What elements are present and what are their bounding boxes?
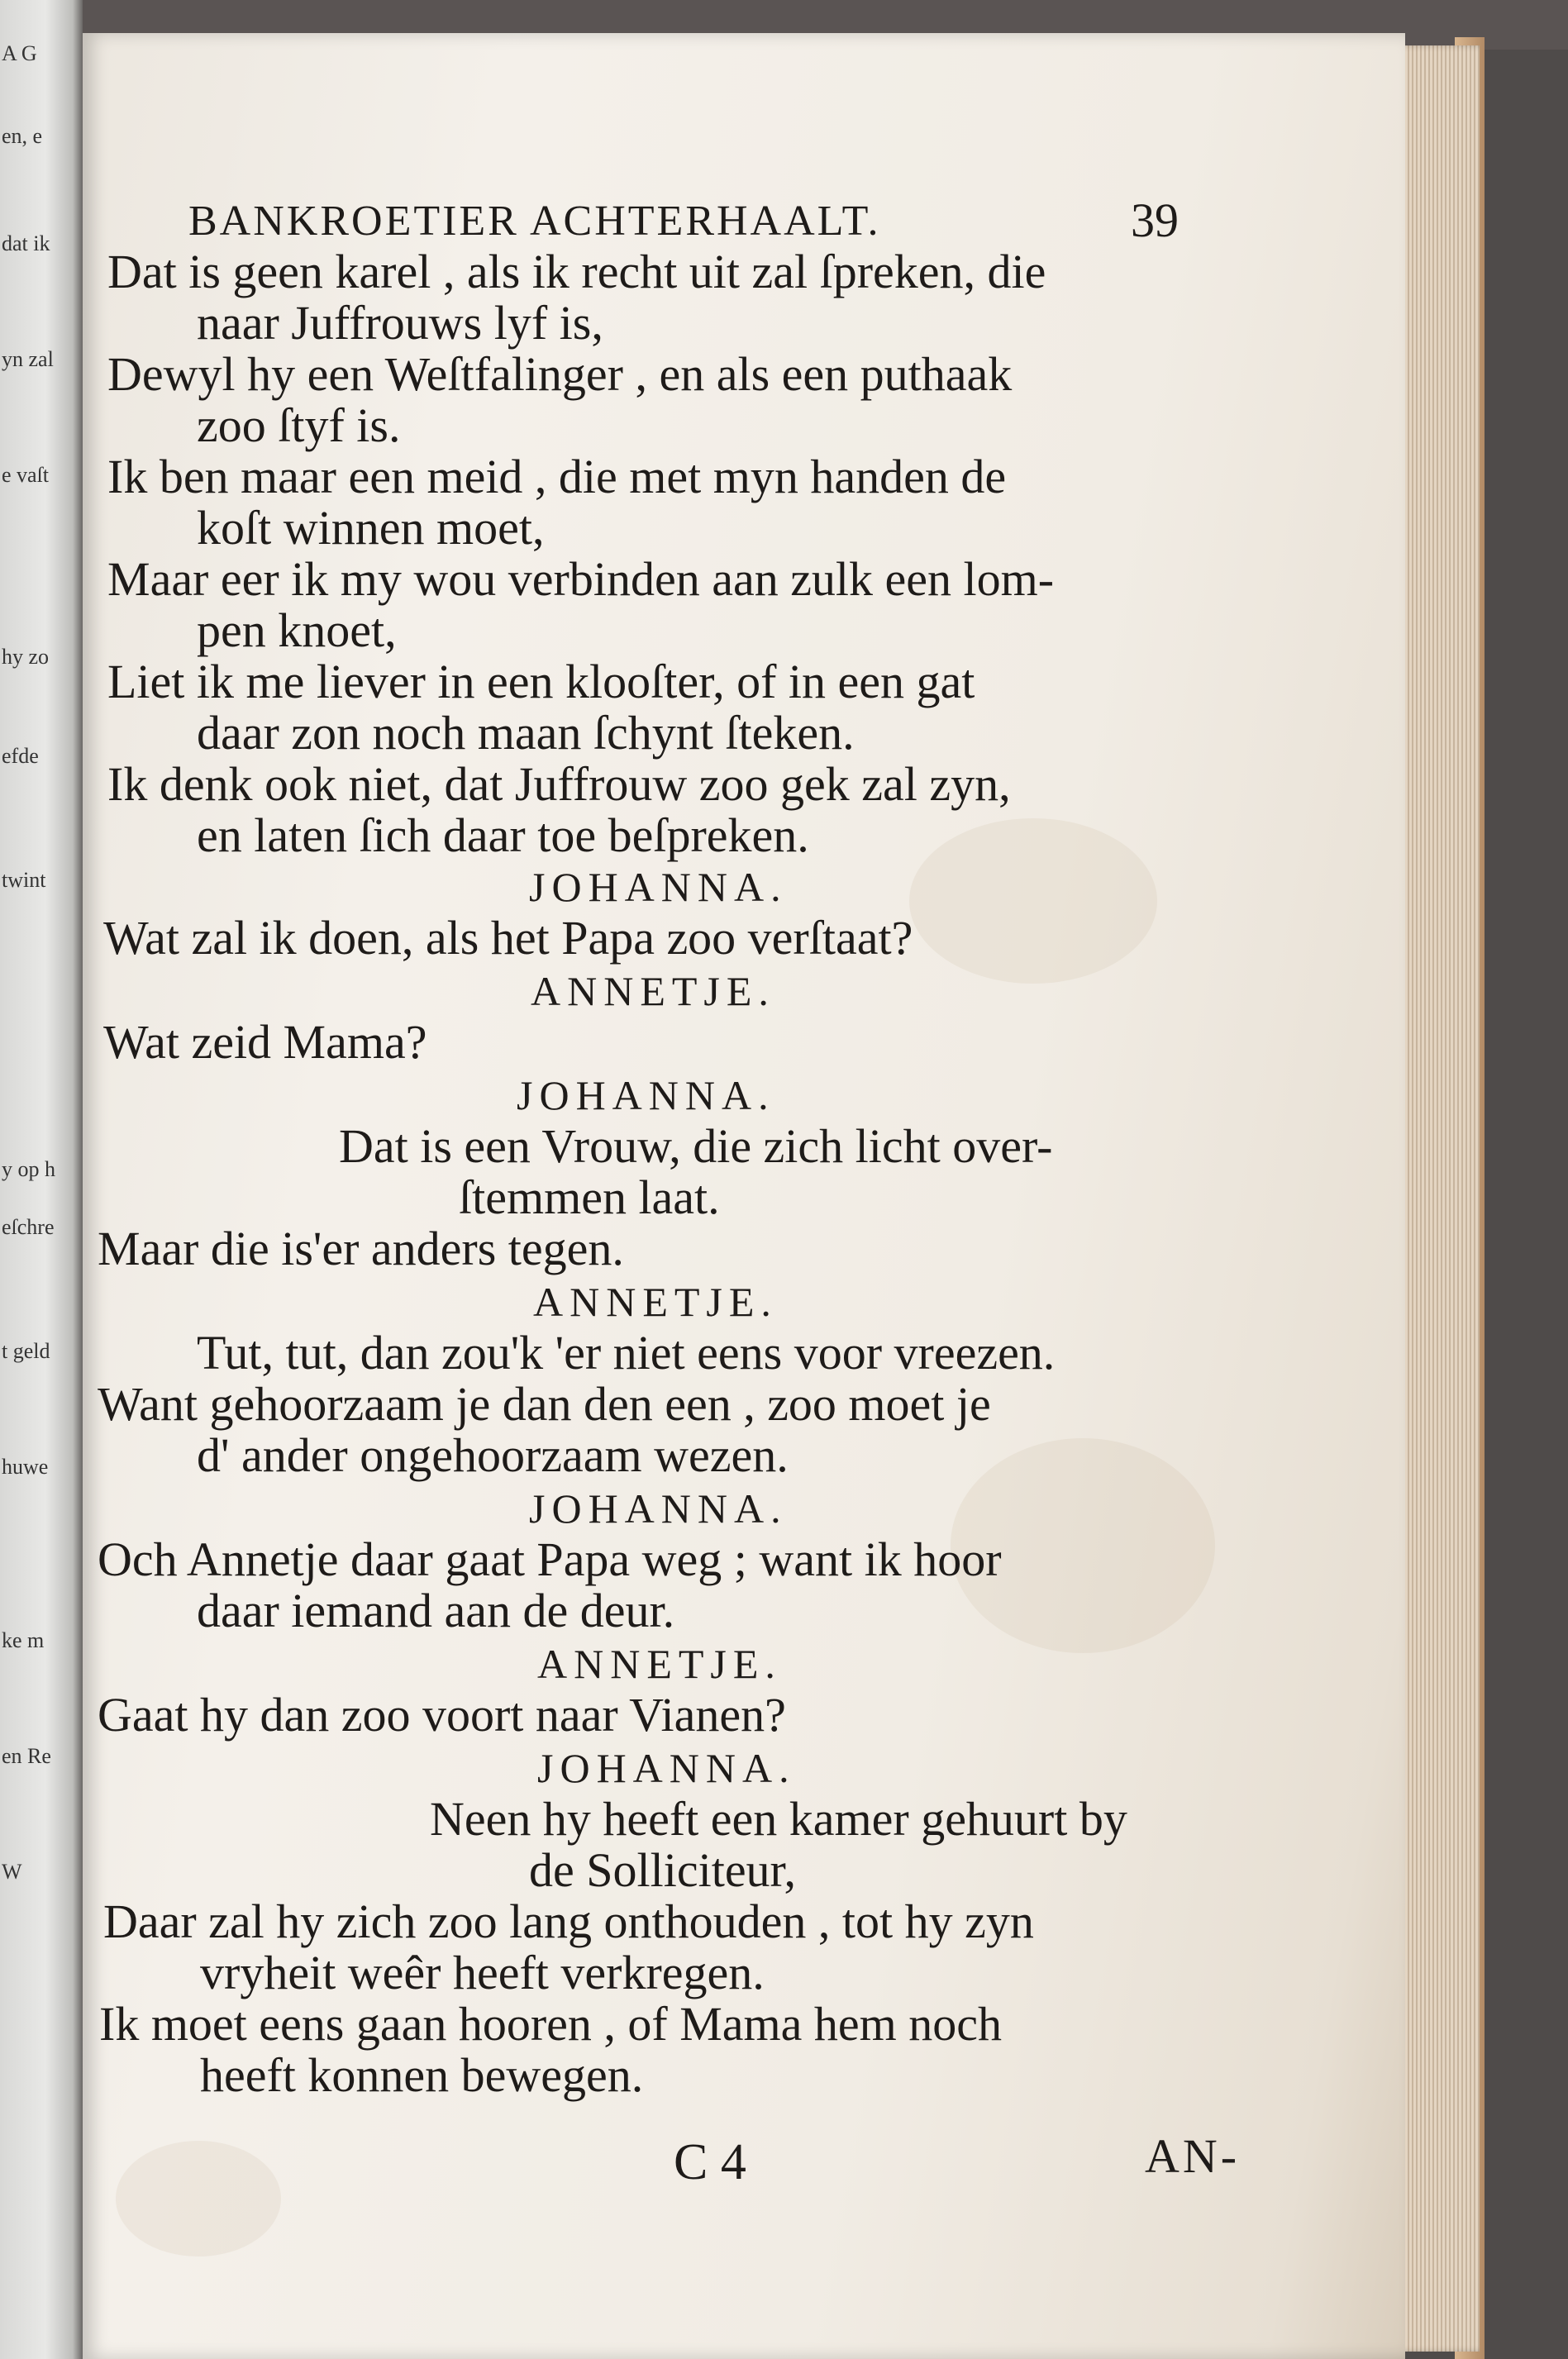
text-line: Ik ben maar een meid , die met myn handen de bbox=[107, 450, 1007, 503]
previous-page-fragment: t geld bbox=[2, 1339, 50, 1363]
text-line: zoo ſtyf is. bbox=[197, 398, 401, 452]
text-line: Wat zal ik doen, als het Papa zoo verſtaat? bbox=[103, 911, 913, 965]
text-line: pen knoet, bbox=[197, 603, 397, 657]
text-line: en laten ſich daar toe beſpreken. bbox=[197, 808, 809, 862]
previous-page-fragment: en Re bbox=[2, 1744, 51, 1768]
previous-page-fragment: e vaſt bbox=[2, 463, 50, 487]
previous-page-fragment: y op h bbox=[2, 1157, 55, 1181]
text-line: Ik denk ook niet, dat Juffrouw zoo gek zal zyn, bbox=[107, 757, 1011, 811]
previous-page bbox=[0, 0, 83, 2359]
text-line: daar zon noch maan ſchynt ſteken. bbox=[197, 706, 855, 760]
text-line: Neen hy heeft een kamer gehuurt by bbox=[430, 1792, 1127, 1846]
page-number: 39 bbox=[1131, 193, 1179, 247]
previous-page-fragment: twint bbox=[2, 868, 46, 892]
previous-page-fragment: yn zal bbox=[2, 347, 54, 371]
speaker-name: ANNETJE. bbox=[537, 1641, 782, 1687]
text-line: ſtemmen laat. bbox=[459, 1170, 720, 1224]
text-line: heeft konnen bewegen. bbox=[200, 2048, 644, 2102]
speaker-name: JOHANNA. bbox=[529, 864, 788, 910]
text-line: Liet ik me liever in een klooſter, of in een gat bbox=[107, 655, 975, 708]
signature-mark: C 4 bbox=[674, 2134, 746, 2190]
text-line: Maar eer ik my wou verbinden aan zulk een lom- bbox=[107, 552, 1055, 606]
text-line: de Solliciteur, bbox=[529, 1843, 797, 1897]
speaker-name: JOHANNA. bbox=[517, 1072, 775, 1118]
previous-page-fragment: en, e bbox=[2, 124, 43, 148]
text-line: Ik moet eens gaan hooren , of Mama hem noch bbox=[99, 1997, 1002, 2051]
previous-page-fragment: ke m bbox=[2, 1628, 45, 1652]
text-line: Wat zeid Mama? bbox=[103, 1015, 427, 1069]
text-line: Gaat hy dan zoo voort naar Vianen? bbox=[98, 1688, 786, 1742]
previous-page-fragment: W bbox=[2, 1860, 22, 1884]
speaker-name: JOHANNA. bbox=[529, 1485, 788, 1532]
previous-page-fragment: A G bbox=[2, 41, 37, 65]
text-line: Daar zal hy zich zoo lang onthouden , tot hy zyn bbox=[103, 1894, 1034, 1948]
text-line: daar iemand aan de deur. bbox=[197, 1584, 675, 1637]
speaker-name: JOHANNA. bbox=[537, 1745, 796, 1791]
text-line: Dat is geen karel , als ik recht uit zal ſpreken, die bbox=[107, 245, 1046, 298]
text-line: Tut, tut, dan zou'k 'er niet eens voor vreezen. bbox=[197, 1326, 1056, 1380]
text-line: Dewyl hy een Weſtfalinger , en als een puthaak bbox=[107, 347, 1013, 401]
speaker-name: ANNETJE. bbox=[531, 968, 775, 1014]
paper-stain bbox=[116, 2141, 281, 2257]
previous-page-fragment: hy zo bbox=[2, 645, 50, 669]
text-line: Dat is een Vrouw, die zich licht over- bbox=[339, 1119, 1053, 1173]
previous-page-fragment: efde bbox=[2, 744, 39, 768]
text-line: Maar die is'er anders tegen. bbox=[98, 1222, 624, 1275]
previous-page-fragment: eſchre bbox=[2, 1215, 55, 1239]
speaker-name: ANNETJE. bbox=[533, 1279, 778, 1325]
catchword: AN- bbox=[1145, 2129, 1241, 2183]
previous-page-fragment: huwe bbox=[2, 1455, 49, 1479]
text-line: Och Annetje daar gaat Papa weg ; want ik hoor bbox=[98, 1532, 1002, 1586]
text-line: vryheit weêr heeft verkregen. bbox=[200, 1946, 765, 1999]
text-line: naar Juffrouws lyf is, bbox=[197, 296, 603, 350]
text-line: Want gehoorzaam je dan den een , zoo moet je bbox=[98, 1377, 991, 1431]
previous-page-fragment: dat ik bbox=[2, 231, 50, 255]
text-line: koſt winnen moet, bbox=[197, 501, 545, 555]
running-title: BANKROETIER ACHTERHAALT. bbox=[188, 198, 881, 245]
text-line: d' ander ongehoorzaam wezen. bbox=[197, 1428, 789, 1482]
paper-stain bbox=[909, 818, 1157, 984]
